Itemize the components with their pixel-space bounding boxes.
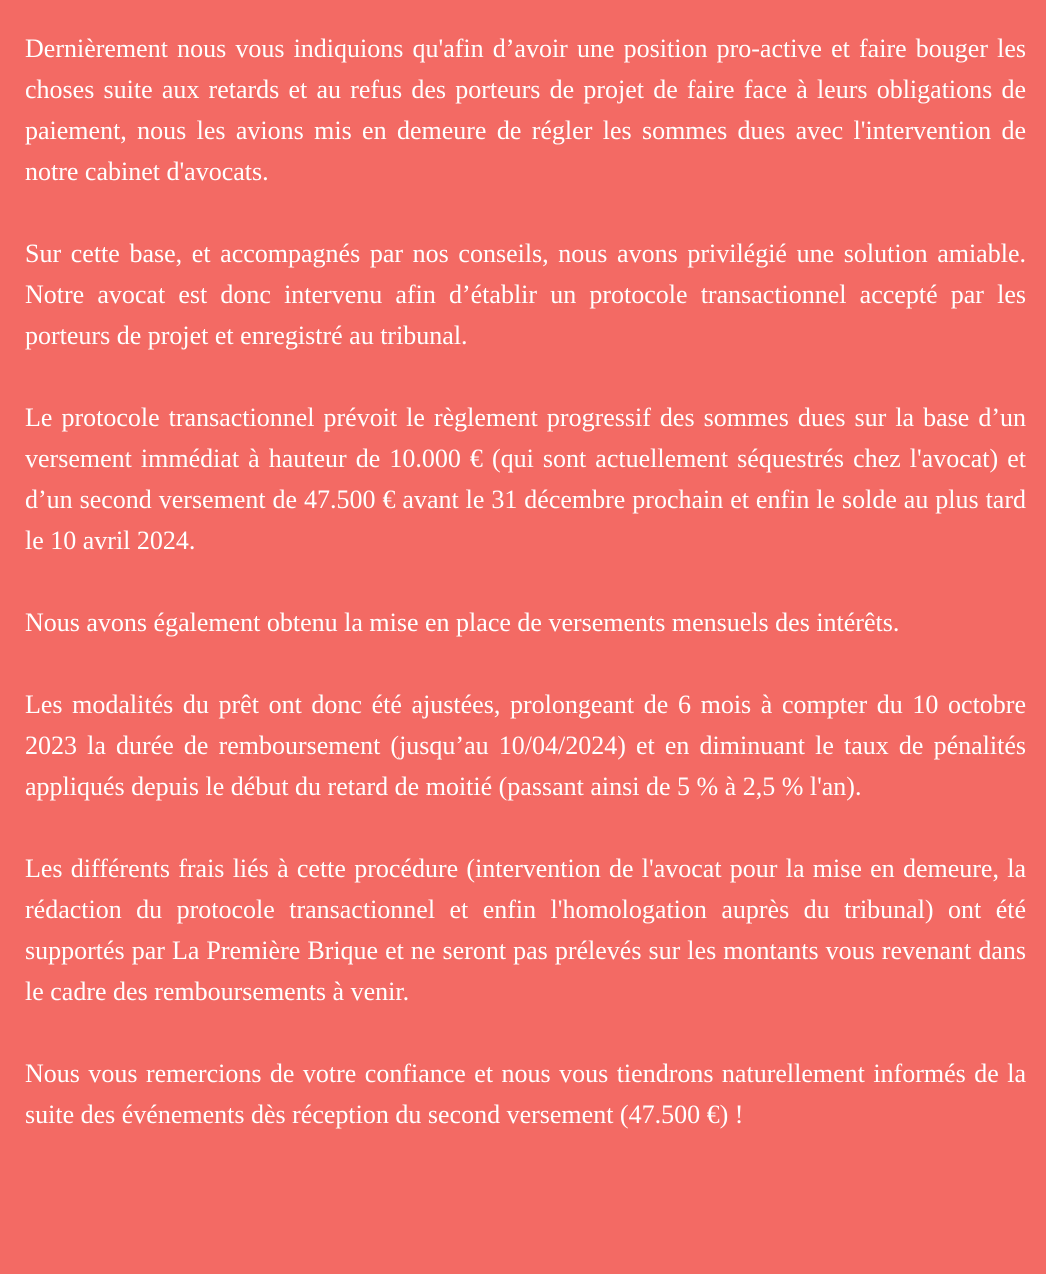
paragraph-versements-mensuels: Nous avons également obtenu la mise en place de versements mensuels des intérêts. bbox=[25, 608, 900, 637]
paragraph-remerciements: Nous vous remercions de votre confiance et nous vous tiendrons naturellement informés de la suite des événements dès réception du second versement (47.500 €) ! bbox=[25, 1059, 1026, 1129]
paragraph-frais-procedure: Les différents frais liés à cette procédure (intervention de l'avocat pour la mise en demeure, la rédaction du protocole transactionnel et enfin l'homologation auprès du tribunal) ont été supportés par La Première Brique et ne seront pas prélevés sur les montants vous revenant dans le cadre des remboursements à venir. bbox=[25, 854, 1026, 1006]
paragraph-solution-amiable: Sur cette base, et accompagnés par nos conseils, nous avons privilégié une solution amiable. Notre avocat est donc intervenu afin d’établir un protocole transactionnel accepté par les porteurs de projet et enregistré au tribunal. bbox=[25, 239, 1026, 350]
paragraph-mise-en-demeure: Dernièrement nous vous indiquions qu'afin d’avoir une position pro-active et faire bouger les choses suite aux retards et au refus des porteurs de projet de faire face à leurs obligations de paiement, nous les avions mis en demeure de régler les sommes dues avec l'intervention de notre cabinet d'avocats. bbox=[25, 34, 1026, 186]
paragraph-modalites-pret: Les modalités du prêt ont donc été ajustées, prolongeant de 6 mois à compter du 10 octobre 2023 la durée de remboursement (jusqu’au 10/04/2024) et en diminuant le taux de pénalités appliqués depuis le début du retard de moitié (passant ainsi de 5 % à 2,5 % l'an). bbox=[25, 690, 1026, 801]
paragraph-protocole-transactionnel: Le protocole transactionnel prévoit le règlement progressif des sommes dues sur la base d’un versement immédiat à hauteur de 10.000 € (qui sont actuellement séquestrés chez l'avocat) et d’un second versement de 47.500 € avant le 31 décembre prochain et enfin le solde au plus tard le 10 avril 2024. bbox=[25, 403, 1026, 555]
